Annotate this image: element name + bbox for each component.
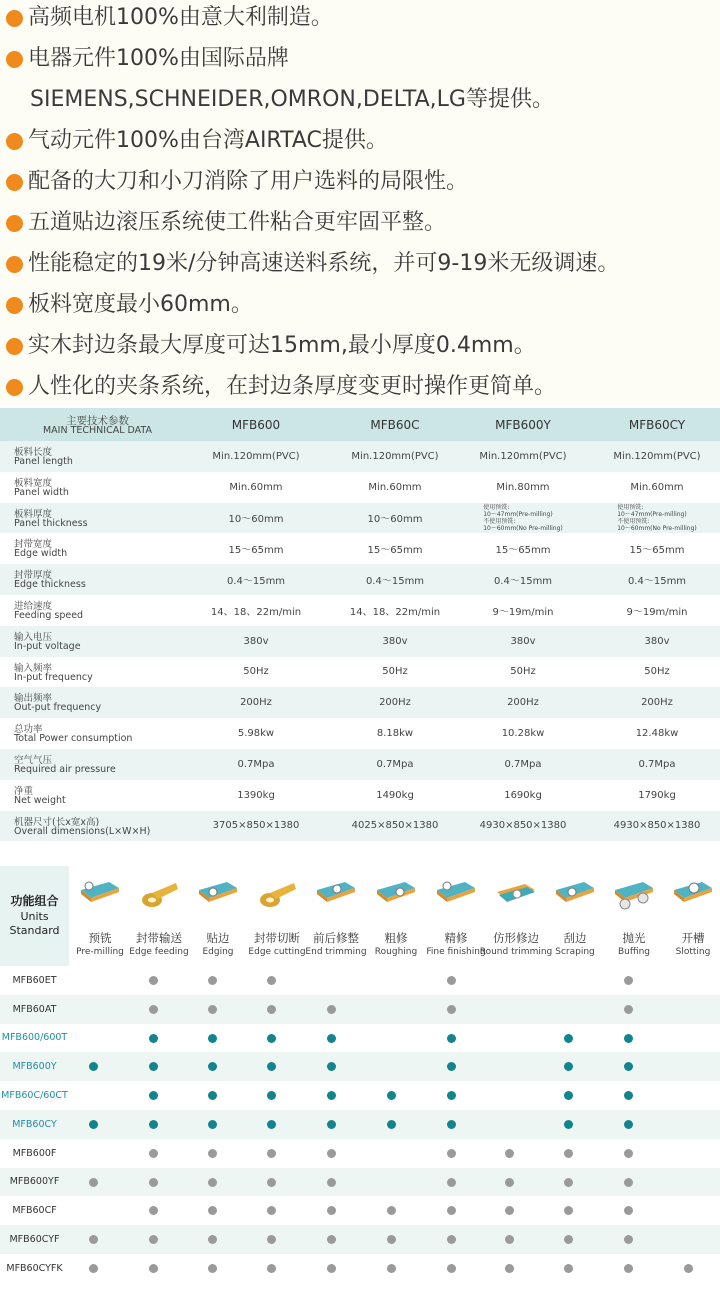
feature-dot xyxy=(267,1120,276,1129)
edging-icon xyxy=(197,880,239,910)
table-row xyxy=(0,564,720,595)
feature-dot xyxy=(89,1178,98,1187)
table-cell: 15～65mm xyxy=(495,545,551,557)
feature-dot xyxy=(624,1062,633,1071)
function-combination-table xyxy=(0,866,720,1294)
feature-dot xyxy=(624,1264,633,1273)
table-cell: 4025×850×1380 xyxy=(351,820,439,832)
table-cell: 0.4～15mm xyxy=(493,576,553,588)
feature-dot xyxy=(327,1206,336,1215)
feature-dot xyxy=(447,976,456,985)
model-name: MFB60CF xyxy=(12,1205,57,1217)
table-cell: Min.120mm(PVC) xyxy=(351,450,439,462)
function-label-cn: 封带输送 xyxy=(136,931,182,945)
table-row xyxy=(0,1024,720,1053)
table-row xyxy=(0,472,720,503)
table-cell: 3705×850×1380 xyxy=(212,820,300,832)
table-row xyxy=(0,1196,720,1225)
feature-dot xyxy=(447,1120,456,1129)
feature-dot xyxy=(387,1091,396,1100)
model-name: MFB600YF xyxy=(9,1176,60,1188)
feature-dot xyxy=(387,1206,396,1215)
note-line: 使用预铣: xyxy=(617,503,644,511)
row-label-en: Edge width xyxy=(14,548,68,560)
table-row xyxy=(0,1110,720,1139)
row-label-en: Out-put frequency xyxy=(14,702,102,714)
buffing-icon xyxy=(613,880,655,910)
model-header: MFB600 xyxy=(231,417,281,432)
table-cell: 0.7Mpa xyxy=(638,758,676,770)
function-label-en: Slotting xyxy=(675,947,711,957)
table-row xyxy=(0,1254,720,1283)
table-row xyxy=(0,503,720,534)
row-label-cn: 净重 xyxy=(14,785,34,797)
table-cell: 1490kg xyxy=(376,789,414,801)
table-cell: Min.80mm xyxy=(496,481,550,493)
feature-dot xyxy=(564,1206,573,1215)
feature-dot xyxy=(267,1206,276,1215)
feature-dot xyxy=(505,1206,514,1215)
feature-dot xyxy=(208,1091,217,1100)
cell-note xyxy=(483,504,563,532)
table-cell: 380v xyxy=(382,635,408,647)
table-cell: 1790kg xyxy=(638,789,676,801)
row-label-en: Panel thickness xyxy=(14,517,88,529)
row-label-cn: 进给速度 xyxy=(14,600,53,612)
feature-dot xyxy=(505,1149,514,1158)
bullet-icon xyxy=(6,133,23,150)
technical-table-header xyxy=(0,408,720,441)
table-cell: 5.98kw xyxy=(237,728,275,740)
function-label-cn: 精修 xyxy=(444,931,468,945)
feature-dot xyxy=(208,976,217,985)
table-cell xyxy=(458,503,588,534)
function-label-cn: 前后修整 xyxy=(313,931,359,945)
feature-dot xyxy=(327,1091,336,1100)
table-cell: 50Hz xyxy=(243,666,269,678)
feature-dot xyxy=(267,1235,276,1244)
feature-dot xyxy=(447,1235,456,1244)
feature-dot xyxy=(149,976,158,985)
model-name: MFB60ET xyxy=(12,974,57,986)
row-label-cn: 输入电压 xyxy=(14,631,53,643)
function-label-en: Pre-milling xyxy=(76,947,124,957)
feature-dot xyxy=(564,1120,573,1129)
row-label-en: Edge thickness xyxy=(14,579,86,591)
feature-dot xyxy=(447,1264,456,1273)
cell-note xyxy=(617,504,697,532)
model-name: MFB600Y xyxy=(12,1061,57,1073)
table-cell: 15～65mm xyxy=(367,545,423,557)
table-cell: 14、18、22m/min xyxy=(349,606,441,618)
table-cell: 1390kg xyxy=(237,789,275,801)
table-cell: Min.120mm(PVC) xyxy=(613,450,701,462)
feature-dot xyxy=(149,1091,158,1100)
function-column-fine-finishing xyxy=(426,866,486,966)
technical-data-table xyxy=(0,408,720,841)
bullet-icon xyxy=(6,215,23,232)
feature-dot xyxy=(208,1206,217,1215)
model-name: MFB600F xyxy=(12,1147,57,1159)
row-label-cn: 空气气压 xyxy=(14,754,53,766)
feature-dot xyxy=(208,1005,217,1014)
feature-dot xyxy=(505,1178,514,1187)
table-cell: 10.28kw xyxy=(501,728,545,740)
function-table-corner xyxy=(0,866,69,966)
function-label-cn: 粗修 xyxy=(384,931,408,945)
note-line: 使用预铣: xyxy=(483,503,510,511)
feature-dot xyxy=(267,1178,276,1187)
scraping-icon xyxy=(554,880,596,910)
feature-dot xyxy=(387,1264,396,1273)
table-row xyxy=(0,995,720,1024)
table-cell: 0.4～15mm xyxy=(226,576,286,588)
row-label-en: In-put frequency xyxy=(14,671,93,683)
note-line: 10～60mm(No Pre-milling) xyxy=(617,524,697,532)
table-cell: Min.60mm xyxy=(630,481,684,493)
table-row xyxy=(0,687,720,718)
bullet-icon xyxy=(6,338,23,355)
model-header: MFB60CY xyxy=(628,417,686,432)
end-trimming-icon xyxy=(315,880,357,910)
function-label-en: Edge feeding xyxy=(129,947,189,957)
feature-dot xyxy=(447,1062,456,1071)
row-label-en: Total Power consumption xyxy=(14,733,133,745)
table-cell: 0.7Mpa xyxy=(237,758,275,770)
function-label-en: Round trimming xyxy=(479,947,553,957)
feature-dot xyxy=(89,1062,98,1071)
row-label-cn: 封带厚度 xyxy=(14,570,53,582)
feature-dot xyxy=(447,1005,456,1014)
feature-dot xyxy=(327,1034,336,1043)
table-cell: 0.4～15mm xyxy=(627,576,687,588)
table-cell: 10～60mm xyxy=(228,514,284,526)
table-cell: 15～65mm xyxy=(228,545,284,557)
row-label-cn: 输入频率 xyxy=(14,662,53,674)
function-label-cn: 仿形修边 xyxy=(493,931,539,945)
model-name: MFB60CY xyxy=(12,1118,57,1130)
feature-dot xyxy=(149,1062,158,1071)
row-label-en: Overall dimensions(L×W×H) xyxy=(14,825,151,837)
table-row xyxy=(0,595,720,626)
roughing-icon xyxy=(375,880,417,910)
table-cell: 4930×850×1380 xyxy=(479,820,567,832)
feature-dot xyxy=(505,1235,514,1244)
model-name: MFB600/600T xyxy=(1,1032,68,1044)
table-cell: 200Hz xyxy=(507,697,539,709)
feature-dot xyxy=(89,1120,98,1129)
table-cell: 0.4～15mm xyxy=(365,576,425,588)
table-row xyxy=(0,749,720,780)
table-cell: 4930×850×1380 xyxy=(613,820,701,832)
function-column-roughing xyxy=(366,866,426,966)
slotting-icon xyxy=(672,880,714,910)
table-cell: 0.7Mpa xyxy=(504,758,542,770)
row-label-en: Panel width xyxy=(14,486,69,498)
feature-dot xyxy=(447,1091,456,1100)
feature-dot xyxy=(447,1178,456,1187)
feature-dot xyxy=(149,1005,158,1014)
feature-dot xyxy=(208,1149,217,1158)
model-name: MFB60C/60CT xyxy=(1,1090,68,1102)
table-row xyxy=(0,626,720,657)
bullet-icon xyxy=(6,297,23,314)
table-row xyxy=(0,1168,720,1197)
table-row xyxy=(0,966,720,995)
table-row xyxy=(0,657,720,688)
feature-dot xyxy=(149,1206,158,1215)
feature-dot xyxy=(267,1149,276,1158)
feature-dot xyxy=(447,1149,456,1158)
feature-dot xyxy=(327,1264,336,1273)
note-line: 不使用预铣: xyxy=(483,517,516,525)
row-label-cn: 板料厚度 xyxy=(14,508,53,520)
feature-dot xyxy=(327,1178,336,1187)
function-label-cn: 刮边 xyxy=(563,931,587,945)
table-cell: 14、18、22m/min xyxy=(210,606,302,618)
bullet-icon xyxy=(6,256,23,273)
note-line: 10～47mm(Pre-milling) xyxy=(483,510,553,518)
table-cell: 50Hz xyxy=(644,666,670,678)
feature-dot xyxy=(327,1062,336,1071)
bullet-icon xyxy=(6,379,23,396)
function-label-en: Fine finishing xyxy=(426,947,486,957)
note-line: 10～60mm(No Pre-milling) xyxy=(483,524,563,532)
feature-dot xyxy=(564,1178,573,1187)
feature-dot xyxy=(267,1005,276,1014)
function-label-en: Edging xyxy=(202,947,234,957)
row-label-cn: 板料宽度 xyxy=(14,477,53,489)
row-label-cn: 封带宽度 xyxy=(14,539,53,551)
bullet-icon xyxy=(6,174,23,191)
table-cell: 200Hz xyxy=(641,697,673,709)
edge-feeding-icon xyxy=(138,880,180,910)
function-label-en: End trimming xyxy=(305,947,367,957)
table-title-en: MAIN TECHNICAL DATA xyxy=(42,425,153,436)
corner-title: 功能组合 xyxy=(10,894,59,908)
feature-list: 高频电机100%由意大利制造。 电器元件100%由国际品牌 SIEMENS,SCHNEIDER,OMRON,DELTA,LG等提供。 气动元件100%由台湾AIRTAC提供。 配备的大刀和小刀消除了用户选料的局限性。 五道贴边滚压系统使工件粘合更牢固平整。 性能稳定的19米/分钟高速送料系统，并可9-19米无级调速。 板料宽度最小60mm。 实木封边条最大厚度可达15mm,最小厚度0.4mm。 人性化的夹条系统，在封边条厚度变更时操作更简单。 xyxy=(0,0,720,405)
function-label-en: Roughing xyxy=(374,947,418,957)
feature-dot xyxy=(267,1034,276,1043)
feature-dot xyxy=(447,1206,456,1215)
model-header: MFB60C xyxy=(370,417,420,432)
table-cell: 1690kg xyxy=(504,789,542,801)
table-cell: Min.120mm(PVC) xyxy=(479,450,567,462)
table-cell: 380v xyxy=(510,635,536,647)
feature-dot xyxy=(447,1034,456,1043)
model-name: MFB60CYFK xyxy=(6,1262,63,1274)
table-cell: 50Hz xyxy=(510,666,536,678)
table-row xyxy=(0,441,720,472)
corner-subtitle: Standard xyxy=(9,924,60,937)
feature-dot xyxy=(624,1091,633,1100)
table-cell: 9～19m/min xyxy=(626,606,688,618)
feature-dot xyxy=(208,1120,217,1129)
feature-dot xyxy=(208,1264,217,1273)
feature-dot xyxy=(564,1091,573,1100)
table-cell: 380v xyxy=(644,635,670,647)
feature-dot xyxy=(149,1149,158,1158)
table-title-cn: 主要技术参数 xyxy=(66,415,129,427)
feature-dot xyxy=(624,1178,633,1187)
function-label-cn: 贴边 xyxy=(206,931,230,945)
table-row xyxy=(0,780,720,811)
round-trimming-icon xyxy=(495,880,537,910)
table-row xyxy=(0,533,720,564)
feature-dot xyxy=(624,1034,633,1043)
feature-dot xyxy=(684,1264,693,1273)
feature-dot xyxy=(327,1120,336,1129)
corner-subtitle: Units xyxy=(20,910,49,923)
feature-dot xyxy=(387,1235,396,1244)
function-label-cn: 封带切断 xyxy=(254,931,300,945)
table-cell: 9～19m/min xyxy=(492,606,554,618)
table-row xyxy=(0,1139,720,1168)
edge-cutting-icon xyxy=(256,880,298,910)
feature-dot xyxy=(149,1120,158,1129)
function-label-cn: 预铣 xyxy=(88,931,112,945)
feature-dot xyxy=(267,1264,276,1273)
table-cell: 50Hz xyxy=(382,666,408,678)
feature-dot xyxy=(387,1120,396,1129)
bullet-icon xyxy=(6,10,23,27)
feature-dot xyxy=(624,1206,633,1215)
function-label-cn: 开槽 xyxy=(681,931,705,945)
function-label-cn: 抛光 xyxy=(622,931,646,945)
row-label-cn: 机器尺寸(长x宽x高) xyxy=(14,816,100,828)
feature-dot xyxy=(149,1235,158,1244)
table-cell xyxy=(592,503,720,534)
function-label-en: Edge cutting xyxy=(248,947,306,957)
technical-table-body xyxy=(0,441,720,841)
feature-dot xyxy=(564,1034,573,1043)
row-label-en: Panel length xyxy=(14,456,73,467)
feature-dot xyxy=(624,1120,633,1129)
feature-dot xyxy=(624,1235,633,1244)
table-cell: 200Hz xyxy=(240,697,272,709)
feature-dot xyxy=(267,1091,276,1100)
table-row xyxy=(0,1081,720,1110)
feature-dot xyxy=(624,976,633,985)
feature-dot xyxy=(267,1062,276,1071)
table-cell: 8.18kw xyxy=(376,728,414,740)
table-row xyxy=(0,1052,720,1081)
feature-dot xyxy=(208,1062,217,1071)
model-header: MFB600Y xyxy=(495,417,551,432)
feature-dot xyxy=(564,1149,573,1158)
function-column-end-trimming xyxy=(306,866,366,966)
table-row xyxy=(0,1225,720,1254)
bullet-icon xyxy=(6,51,23,68)
feature-dot xyxy=(208,1034,217,1043)
row-label-en: In-put voltage xyxy=(14,640,81,652)
table-row xyxy=(0,811,720,842)
row-label-cn: 输出频率 xyxy=(14,693,53,705)
feature-dot xyxy=(208,1235,217,1244)
note-line: 10～47mm(Pre-milling) xyxy=(617,510,687,518)
feature-dot xyxy=(327,1005,336,1014)
table-cell: Min.60mm xyxy=(229,481,283,493)
feature-dot xyxy=(149,1178,158,1187)
feature-dot xyxy=(149,1034,158,1043)
feature-dot xyxy=(564,1264,573,1273)
table-cell: Min.60mm xyxy=(368,481,422,493)
feature-dot xyxy=(564,1062,573,1071)
feature-dot xyxy=(267,976,276,985)
feature-dot xyxy=(208,1178,217,1187)
fine-finishing-icon xyxy=(435,880,477,910)
feature-dot xyxy=(624,1149,633,1158)
feature-dot xyxy=(149,1264,158,1273)
feature-dot xyxy=(624,1005,633,1014)
feature-dot xyxy=(505,1264,514,1273)
function-label-en: Scraping xyxy=(555,947,595,957)
table-cell: Min.120mm(PVC) xyxy=(212,450,300,462)
table-row xyxy=(0,718,720,749)
row-label-en: Net weight xyxy=(14,794,66,806)
feature-dot xyxy=(564,1235,573,1244)
table-cell: 0.7Mpa xyxy=(376,758,414,770)
table-cell: 10～60mm xyxy=(367,514,423,526)
feature-dot xyxy=(89,1264,98,1273)
function-label-en: Buffing xyxy=(618,947,650,957)
feature-dot xyxy=(89,1235,98,1244)
model-name: MFB60CYF xyxy=(9,1234,60,1246)
row-label-cn: 总功率 xyxy=(14,724,43,736)
table-cell: 12.48kw xyxy=(635,728,679,740)
row-label-en: Required air pressure xyxy=(14,763,116,775)
note-line: 不使用预铣: xyxy=(617,517,650,525)
row-label-en: Feeding speed xyxy=(14,609,84,621)
feature-dot xyxy=(327,1235,336,1244)
table-cell: 380v xyxy=(243,635,269,647)
row-label-cn: 板料长度 xyxy=(14,447,53,458)
table-cell: 200Hz xyxy=(379,697,411,709)
model-name: MFB60AT xyxy=(12,1003,57,1015)
feature-dot xyxy=(327,1149,336,1158)
pre-milling-icon xyxy=(79,880,121,910)
function-column-slotting xyxy=(663,866,720,966)
table-cell: 15～65mm xyxy=(629,545,685,557)
